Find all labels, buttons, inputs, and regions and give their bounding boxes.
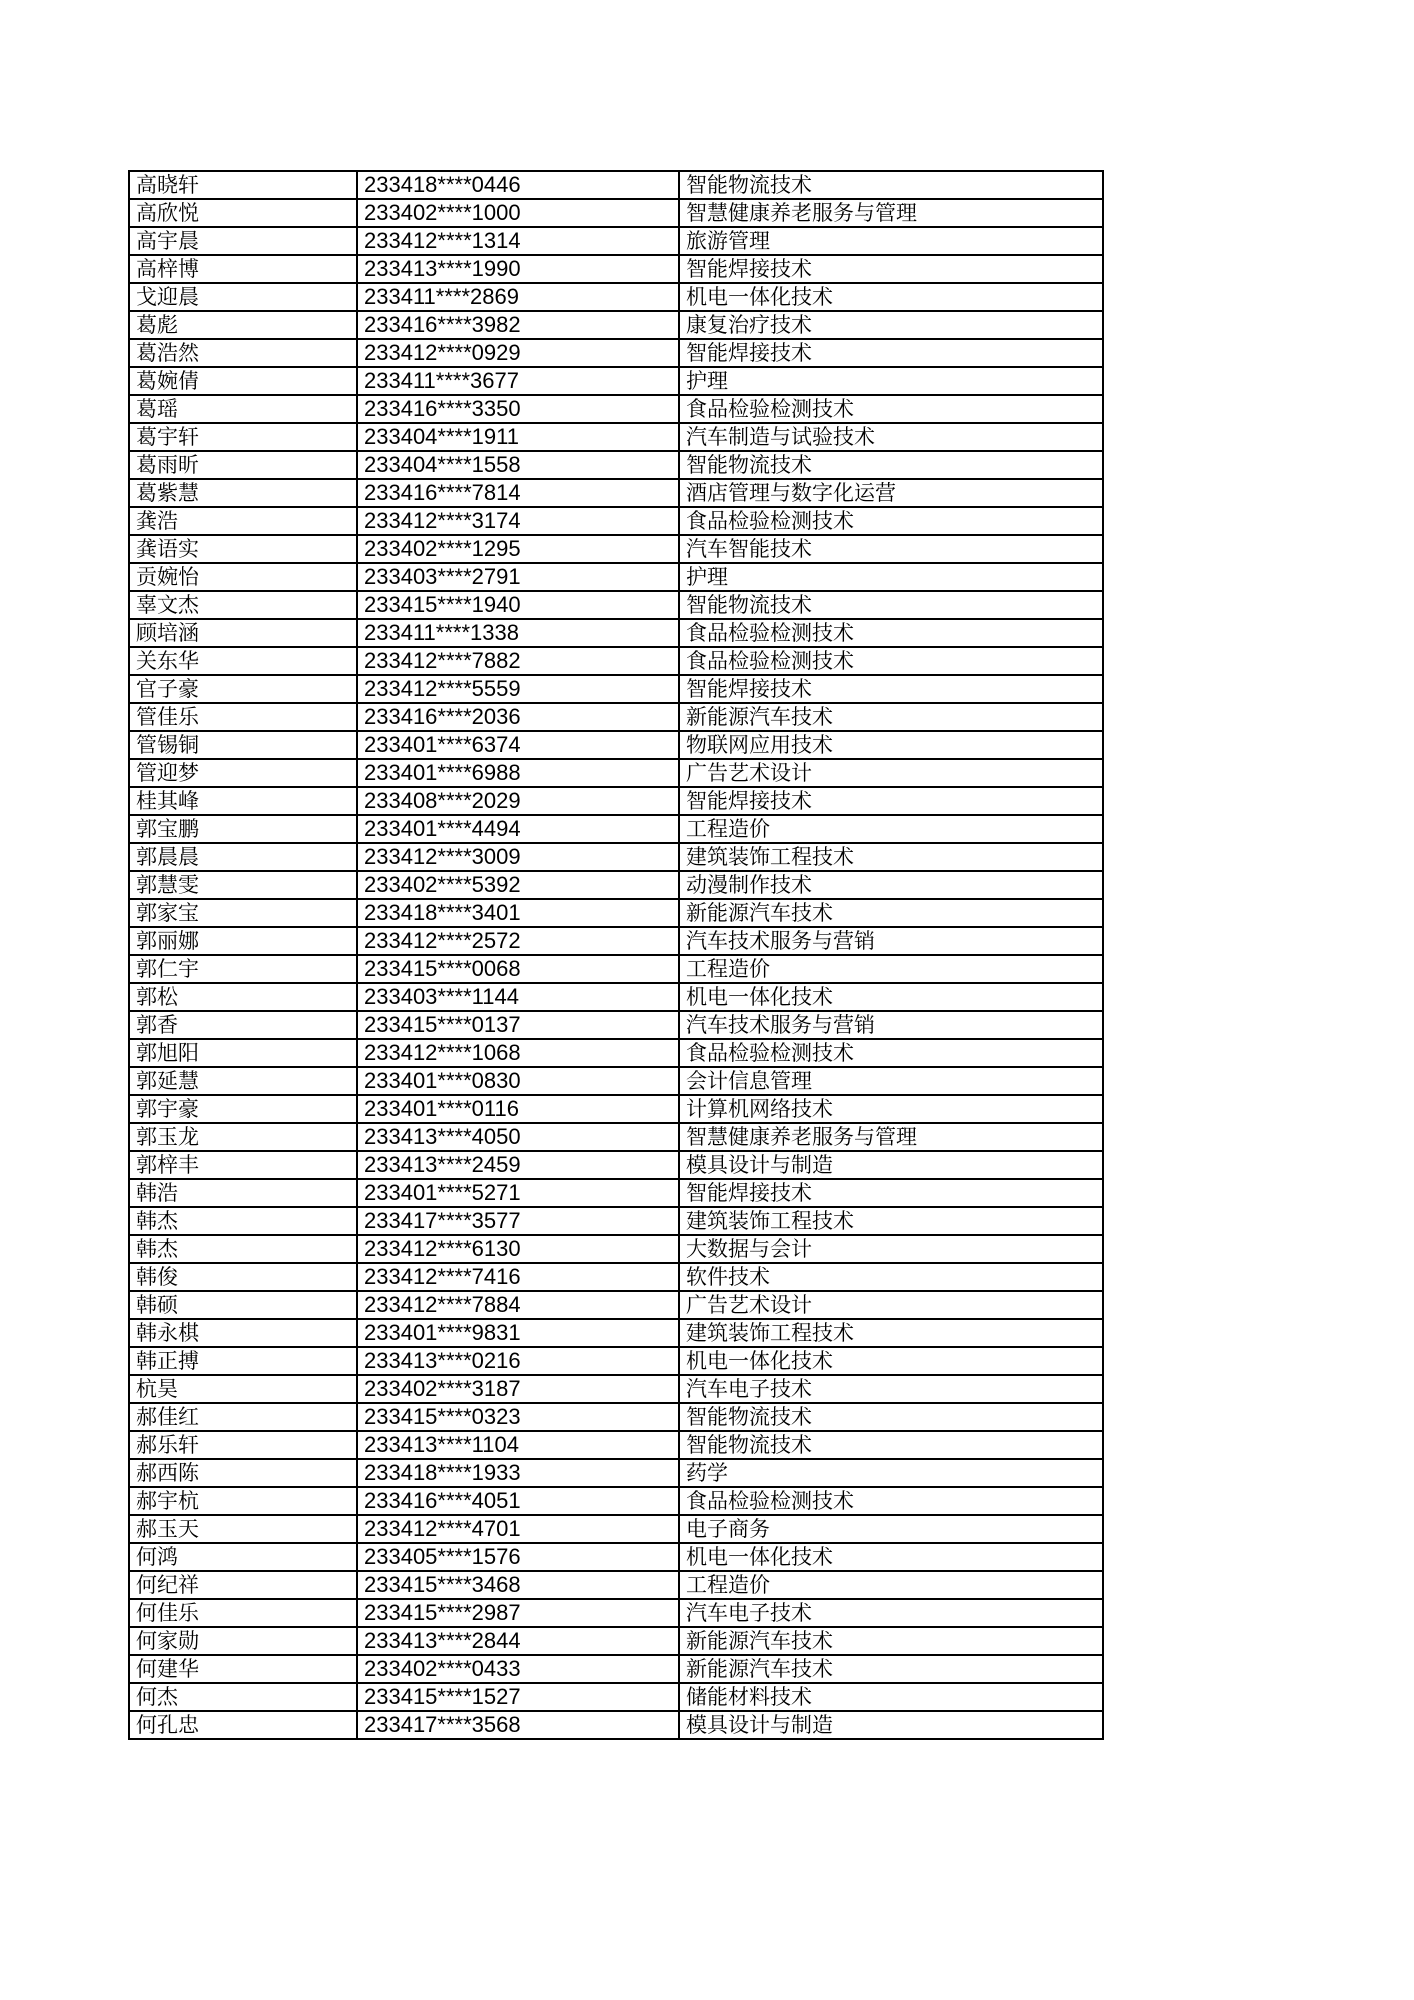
name-cell: 郝佳红 — [129, 1403, 357, 1431]
table-row — [129, 227, 1103, 255]
id-cell: 233413****2459 — [357, 1151, 679, 1179]
name-cell: 葛彪 — [129, 311, 357, 339]
id-cell: 233401****5271 — [357, 1179, 679, 1207]
major-cell: 食品检验检测技术 — [679, 619, 1103, 647]
id-cell: 233412****4701 — [357, 1515, 679, 1543]
major-cell: 模具设计与制造 — [679, 1151, 1103, 1179]
table-row — [129, 1431, 1103, 1459]
table-row — [129, 843, 1103, 871]
name-cell: 戈迎晨 — [129, 283, 357, 311]
table-row — [129, 787, 1103, 815]
id-cell: 233401****4494 — [357, 815, 679, 843]
name-cell: 葛浩然 — [129, 339, 357, 367]
table-row — [129, 1627, 1103, 1655]
id-cell: 233415****0323 — [357, 1403, 679, 1431]
table-row — [129, 1487, 1103, 1515]
table-row — [129, 927, 1103, 955]
table-row — [129, 507, 1103, 535]
major-cell: 智能焊接技术 — [679, 675, 1103, 703]
name-cell: 高梓博 — [129, 255, 357, 283]
table-row — [129, 1207, 1103, 1235]
name-cell: 顾培涵 — [129, 619, 357, 647]
major-cell: 汽车技术服务与营销 — [679, 1011, 1103, 1039]
major-cell: 机电一体化技术 — [679, 1347, 1103, 1375]
student-table — [128, 170, 1104, 1740]
name-cell: 韩杰 — [129, 1235, 357, 1263]
id-cell: 233412****7416 — [357, 1263, 679, 1291]
id-cell: 233416****3350 — [357, 395, 679, 423]
table-row — [129, 1067, 1103, 1095]
id-cell: 233413****0216 — [357, 1347, 679, 1375]
name-cell: 郭宝鹏 — [129, 815, 357, 843]
major-cell: 新能源汽车技术 — [679, 703, 1103, 731]
id-cell: 233404****1911 — [357, 423, 679, 451]
name-cell: 何佳乐 — [129, 1599, 357, 1627]
id-cell: 233415****1527 — [357, 1683, 679, 1711]
table-row — [129, 703, 1103, 731]
name-cell: 韩永棋 — [129, 1319, 357, 1347]
major-cell: 食品检验检测技术 — [679, 395, 1103, 423]
id-cell: 233411****1338 — [357, 619, 679, 647]
table-row — [129, 535, 1103, 563]
name-cell: 郭延慧 — [129, 1067, 357, 1095]
id-cell: 233418****1933 — [357, 1459, 679, 1487]
name-cell: 郭宇豪 — [129, 1095, 357, 1123]
major-cell: 酒店管理与数字化运营 — [679, 479, 1103, 507]
id-cell: 233415****0068 — [357, 955, 679, 983]
id-cell: 233412****6130 — [357, 1235, 679, 1263]
major-cell: 食品检验检测技术 — [679, 1039, 1103, 1067]
table-row — [129, 1711, 1103, 1739]
table-row — [129, 1095, 1103, 1123]
id-cell: 233411****3677 — [357, 367, 679, 395]
name-cell: 郭松 — [129, 983, 357, 1011]
table-row — [129, 871, 1103, 899]
table-row — [129, 1515, 1103, 1543]
name-cell: 龚语实 — [129, 535, 357, 563]
major-cell: 电子商务 — [679, 1515, 1103, 1543]
id-cell: 233415****2987 — [357, 1599, 679, 1627]
id-cell: 233418****3401 — [357, 899, 679, 927]
id-cell: 233416****4051 — [357, 1487, 679, 1515]
name-cell: 贡婉怡 — [129, 563, 357, 591]
table-row — [129, 815, 1103, 843]
major-cell: 机电一体化技术 — [679, 983, 1103, 1011]
id-cell: 233416****7814 — [357, 479, 679, 507]
major-cell: 智能物流技术 — [679, 171, 1103, 199]
table-row — [129, 283, 1103, 311]
id-cell: 233402****1000 — [357, 199, 679, 227]
table-row — [129, 647, 1103, 675]
major-cell: 智能物流技术 — [679, 1403, 1103, 1431]
major-cell: 会计信息管理 — [679, 1067, 1103, 1095]
table-row — [129, 1291, 1103, 1319]
table-row — [129, 255, 1103, 283]
id-cell: 233412****3009 — [357, 843, 679, 871]
name-cell: 郝宇杭 — [129, 1487, 357, 1515]
table-row — [129, 1403, 1103, 1431]
table-row — [129, 899, 1103, 927]
table-row — [129, 1571, 1103, 1599]
major-cell: 智能焊接技术 — [679, 1179, 1103, 1207]
id-cell: 233401****6374 — [357, 731, 679, 759]
id-cell: 233417****3577 — [357, 1207, 679, 1235]
major-cell: 智慧健康养老服务与管理 — [679, 199, 1103, 227]
name-cell: 韩硕 — [129, 1291, 357, 1319]
major-cell: 新能源汽车技术 — [679, 899, 1103, 927]
id-cell: 233401****6988 — [357, 759, 679, 787]
name-cell: 关东华 — [129, 647, 357, 675]
name-cell: 郭玉龙 — [129, 1123, 357, 1151]
table-row — [129, 1683, 1103, 1711]
id-cell: 233412****1068 — [357, 1039, 679, 1067]
major-cell: 食品检验检测技术 — [679, 507, 1103, 535]
table-row — [129, 1599, 1103, 1627]
name-cell: 桂其峰 — [129, 787, 357, 815]
name-cell: 韩浩 — [129, 1179, 357, 1207]
table-row — [129, 395, 1103, 423]
name-cell: 郭香 — [129, 1011, 357, 1039]
table-row — [129, 1123, 1103, 1151]
major-cell: 广告艺术设计 — [679, 1291, 1103, 1319]
table-row — [129, 1375, 1103, 1403]
table-row — [129, 983, 1103, 1011]
major-cell: 建筑装饰工程技术 — [679, 843, 1103, 871]
table-row — [129, 1263, 1103, 1291]
table-row — [129, 1655, 1103, 1683]
major-cell: 工程造价 — [679, 815, 1103, 843]
id-cell: 233401****0116 — [357, 1095, 679, 1123]
id-cell: 233418****0446 — [357, 171, 679, 199]
table-row — [129, 759, 1103, 787]
id-cell: 233416****2036 — [357, 703, 679, 731]
table-row — [129, 339, 1103, 367]
major-cell: 康复治疗技术 — [679, 311, 1103, 339]
table-row — [129, 423, 1103, 451]
table-row — [129, 675, 1103, 703]
id-cell: 233412****7884 — [357, 1291, 679, 1319]
id-cell: 233415****0137 — [357, 1011, 679, 1039]
id-cell: 233403****2791 — [357, 563, 679, 591]
name-cell: 郭晨晨 — [129, 843, 357, 871]
major-cell: 机电一体化技术 — [679, 283, 1103, 311]
major-cell: 工程造价 — [679, 955, 1103, 983]
table-row — [129, 1151, 1103, 1179]
name-cell: 何鸿 — [129, 1543, 357, 1571]
id-cell: 233412****2572 — [357, 927, 679, 955]
table-row — [129, 367, 1103, 395]
table-row — [129, 1039, 1103, 1067]
table-row — [129, 311, 1103, 339]
name-cell: 管迎梦 — [129, 759, 357, 787]
table-row — [129, 731, 1103, 759]
id-cell: 233412****5559 — [357, 675, 679, 703]
major-cell: 智能焊接技术 — [679, 255, 1103, 283]
id-cell: 233405****1576 — [357, 1543, 679, 1571]
major-cell: 汽车技术服务与营销 — [679, 927, 1103, 955]
name-cell: 郝乐轩 — [129, 1431, 357, 1459]
table-row — [129, 563, 1103, 591]
id-cell: 233401****9831 — [357, 1319, 679, 1347]
table-row — [129, 1319, 1103, 1347]
table-row — [129, 479, 1103, 507]
major-cell: 智能焊接技术 — [679, 339, 1103, 367]
name-cell: 葛雨昕 — [129, 451, 357, 479]
id-cell: 233412****7882 — [357, 647, 679, 675]
name-cell: 郝玉天 — [129, 1515, 357, 1543]
major-cell: 计算机网络技术 — [679, 1095, 1103, 1123]
id-cell: 233413****2844 — [357, 1627, 679, 1655]
major-cell: 建筑装饰工程技术 — [679, 1207, 1103, 1235]
id-cell: 233412****1314 — [357, 227, 679, 255]
name-cell: 郭慧雯 — [129, 871, 357, 899]
major-cell: 旅游管理 — [679, 227, 1103, 255]
id-cell: 233411****2869 — [357, 283, 679, 311]
name-cell: 何纪祥 — [129, 1571, 357, 1599]
id-cell: 233413****1104 — [357, 1431, 679, 1459]
name-cell: 郝西陈 — [129, 1459, 357, 1487]
name-cell: 葛紫慧 — [129, 479, 357, 507]
id-cell: 233415****3468 — [357, 1571, 679, 1599]
name-cell: 郭家宝 — [129, 899, 357, 927]
major-cell: 汽车智能技术 — [679, 535, 1103, 563]
name-cell: 葛婉倩 — [129, 367, 357, 395]
name-cell: 郭丽娜 — [129, 927, 357, 955]
table-row — [129, 1235, 1103, 1263]
major-cell: 智能物流技术 — [679, 591, 1103, 619]
name-cell: 何建华 — [129, 1655, 357, 1683]
major-cell: 建筑装饰工程技术 — [679, 1319, 1103, 1347]
table-row — [129, 171, 1103, 199]
id-cell: 233402****3187 — [357, 1375, 679, 1403]
id-cell: 233415****1940 — [357, 591, 679, 619]
name-cell: 高宇晨 — [129, 227, 357, 255]
major-cell: 机电一体化技术 — [679, 1543, 1103, 1571]
name-cell: 管佳乐 — [129, 703, 357, 731]
major-cell: 智能物流技术 — [679, 451, 1103, 479]
name-cell: 葛瑶 — [129, 395, 357, 423]
name-cell: 杭昊 — [129, 1375, 357, 1403]
major-cell: 护理 — [679, 563, 1103, 591]
name-cell: 郭梓丰 — [129, 1151, 357, 1179]
major-cell: 护理 — [679, 367, 1103, 395]
table-row — [129, 1347, 1103, 1375]
id-cell: 233403****1144 — [357, 983, 679, 1011]
major-cell: 汽车电子技术 — [679, 1375, 1103, 1403]
major-cell: 模具设计与制造 — [679, 1711, 1103, 1739]
name-cell: 何孔忠 — [129, 1711, 357, 1739]
table-row — [129, 451, 1103, 479]
id-cell: 233404****1558 — [357, 451, 679, 479]
table-row — [129, 955, 1103, 983]
major-cell: 汽车制造与试验技术 — [679, 423, 1103, 451]
name-cell: 龚浩 — [129, 507, 357, 535]
table-row — [129, 1459, 1103, 1487]
table-row — [129, 619, 1103, 647]
student-list-sheet — [128, 170, 1102, 1740]
name-cell: 何杰 — [129, 1683, 357, 1711]
id-cell: 233402****1295 — [357, 535, 679, 563]
major-cell: 智慧健康养老服务与管理 — [679, 1123, 1103, 1151]
name-cell: 葛宇轩 — [129, 423, 357, 451]
id-cell: 233402****5392 — [357, 871, 679, 899]
major-cell: 软件技术 — [679, 1263, 1103, 1291]
table-row — [129, 199, 1103, 227]
id-cell: 233408****2029 — [357, 787, 679, 815]
table-row — [129, 1179, 1103, 1207]
major-cell: 新能源汽车技术 — [679, 1627, 1103, 1655]
major-cell: 物联网应用技术 — [679, 731, 1103, 759]
name-cell: 何家勋 — [129, 1627, 357, 1655]
id-cell: 233412****3174 — [357, 507, 679, 535]
major-cell: 动漫制作技术 — [679, 871, 1103, 899]
name-cell: 韩杰 — [129, 1207, 357, 1235]
id-cell: 233401****0830 — [357, 1067, 679, 1095]
name-cell: 郭旭阳 — [129, 1039, 357, 1067]
major-cell: 新能源汽车技术 — [679, 1655, 1103, 1683]
name-cell: 高欣悦 — [129, 199, 357, 227]
major-cell: 大数据与会计 — [679, 1235, 1103, 1263]
major-cell: 汽车电子技术 — [679, 1599, 1103, 1627]
name-cell: 韩正搏 — [129, 1347, 357, 1375]
id-cell: 233402****0433 — [357, 1655, 679, 1683]
id-cell: 233413****1990 — [357, 255, 679, 283]
major-cell: 食品检验检测技术 — [679, 647, 1103, 675]
table-row — [129, 591, 1103, 619]
major-cell: 智能物流技术 — [679, 1431, 1103, 1459]
major-cell: 广告艺术设计 — [679, 759, 1103, 787]
major-cell: 智能焊接技术 — [679, 787, 1103, 815]
major-cell: 药学 — [679, 1459, 1103, 1487]
table-row — [129, 1011, 1103, 1039]
name-cell: 高晓轩 — [129, 171, 357, 199]
name-cell: 韩俊 — [129, 1263, 357, 1291]
name-cell: 管锡铜 — [129, 731, 357, 759]
id-cell: 233417****3568 — [357, 1711, 679, 1739]
name-cell: 辜文杰 — [129, 591, 357, 619]
major-cell: 工程造价 — [679, 1571, 1103, 1599]
table-row — [129, 1543, 1103, 1571]
id-cell: 233413****4050 — [357, 1123, 679, 1151]
major-cell: 食品检验检测技术 — [679, 1487, 1103, 1515]
id-cell: 233412****0929 — [357, 339, 679, 367]
name-cell: 官子豪 — [129, 675, 357, 703]
table-body — [129, 171, 1103, 1739]
major-cell: 储能材料技术 — [679, 1683, 1103, 1711]
id-cell: 233416****3982 — [357, 311, 679, 339]
name-cell: 郭仁宇 — [129, 955, 357, 983]
